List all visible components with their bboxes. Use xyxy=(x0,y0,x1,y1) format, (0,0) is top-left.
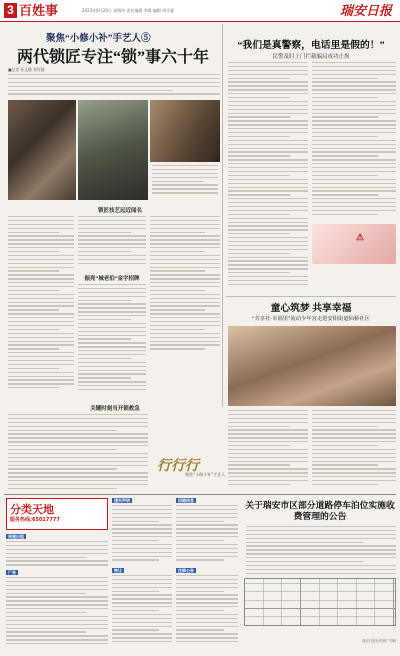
article1-byline: ■记者 孙文静 郑智涵 xyxy=(8,67,45,72)
classified-listing xyxy=(176,505,238,565)
classified-listing xyxy=(112,505,172,565)
classified-listing xyxy=(176,575,238,647)
article1-subhead-3: 关键时刻当开锁救急 xyxy=(90,406,140,412)
article3-photo xyxy=(228,326,396,406)
article3-title: 童心筑梦 共享幸福 xyxy=(270,303,352,314)
article1-title: 两代锁匠专注“锁”事六十年 xyxy=(16,49,209,66)
feature-series-logo: 行行行 xyxy=(157,459,199,474)
classified-category: 遗失声明 xyxy=(114,498,130,503)
article1-photo-2 xyxy=(78,100,148,200)
classified-listing xyxy=(6,541,108,567)
article1-column-2b xyxy=(78,284,146,396)
classified-category: 注销公告 xyxy=(178,568,194,573)
classified-listing xyxy=(112,575,172,647)
classified-category: 广告 xyxy=(8,570,16,575)
bottom-section-rule xyxy=(4,494,396,495)
article-separator xyxy=(226,296,396,297)
newspaper-logo: 瑞安日报 xyxy=(339,3,392,18)
article3-column-2 xyxy=(312,410,396,492)
classifieds-title: 分类天地 xyxy=(10,504,54,516)
article1-column-1 xyxy=(8,216,74,396)
section-title: 百姓事 xyxy=(19,3,59,18)
article2-column-2 xyxy=(312,62,396,222)
article1-column-2a xyxy=(78,216,146,266)
article1-subhead-1: 锁匠技艺远近闻名 xyxy=(97,208,142,214)
classified-category: 房屋出租 xyxy=(8,534,24,539)
issue-meta: 2023年6月20日 星期四 责任编辑 李群 编辑 胡乐霖 xyxy=(82,8,175,13)
feature-series-tagline: 聚焦“小修小补”手艺人 xyxy=(185,472,226,477)
notice-title: 关于瑞安市区部分道路停车泊位实施收费管理的公告 xyxy=(245,500,395,521)
article3-column-1 xyxy=(228,410,308,492)
article1-subhead-2: 振亮“城老伯”金字招牌 xyxy=(84,276,140,282)
article1-photo-caption xyxy=(152,165,218,200)
page-footer: 瑞安日报社印刷厂印刷 xyxy=(362,639,396,643)
article1-column-3 xyxy=(150,216,220,356)
notice-body xyxy=(246,526,396,576)
article1-column-bottom xyxy=(8,414,148,492)
anti-fraud-graphic xyxy=(312,224,396,264)
article3-subtitle: “共享社·幸福里”流动少年宫走进安阳街道仙桥社区 xyxy=(252,316,370,322)
article2-title: “我们是真警察，电话里是假的！” xyxy=(237,40,385,51)
classified-listing xyxy=(6,577,108,647)
classified-category: 招聘信息 xyxy=(178,498,194,503)
classifieds-phone: 服务热线:65017777 xyxy=(10,517,60,523)
article2-subtitle: 民警及时上门拦截骗局成功止损 xyxy=(272,54,350,60)
article1-photo-3 xyxy=(150,100,220,162)
anti-fraud-mark: ⚠ xyxy=(356,232,365,242)
column-divider xyxy=(222,24,223,407)
classified-category: 转让 xyxy=(114,568,122,573)
article1-kicker: 聚焦“小修小补”手艺人⑤ xyxy=(46,34,151,44)
page-number: 3 xyxy=(4,3,17,18)
article1-lead-text xyxy=(8,74,220,98)
notice-fee-table xyxy=(244,578,396,626)
article1-photo-1 xyxy=(8,100,76,200)
article2-column-1 xyxy=(228,62,308,292)
